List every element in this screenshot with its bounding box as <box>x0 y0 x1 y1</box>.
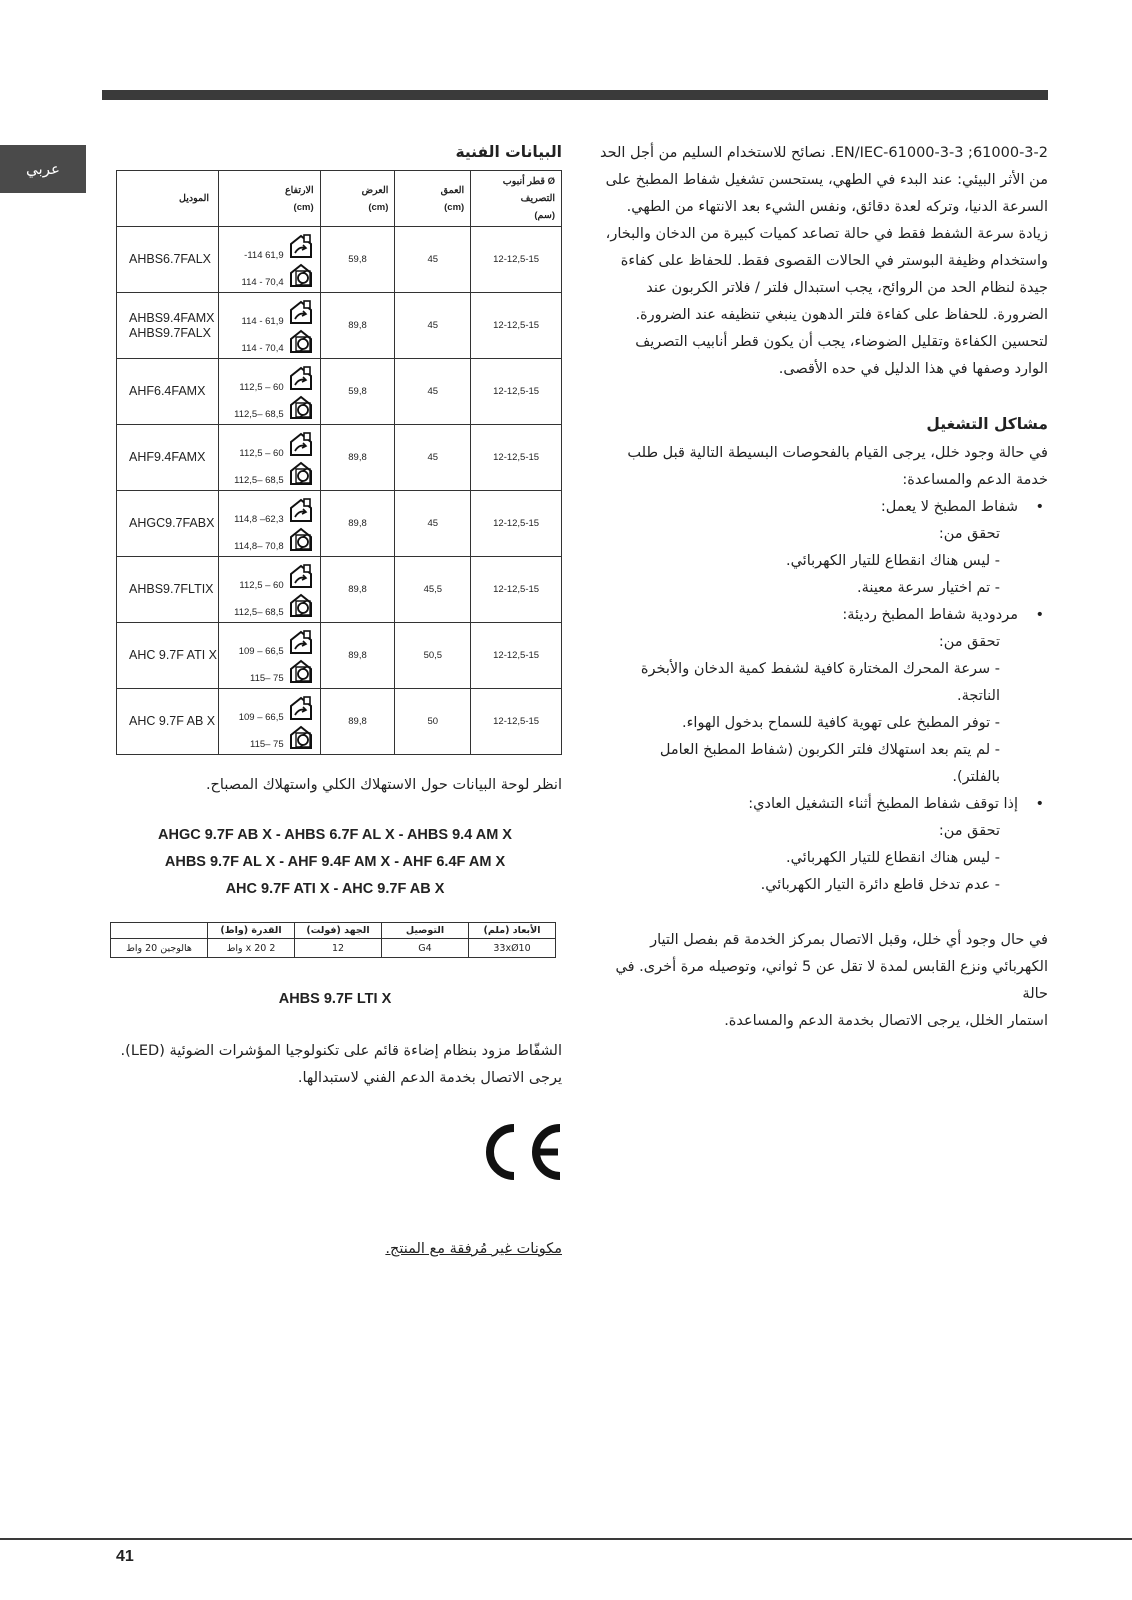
spec-row <box>117 689 562 755</box>
lamp-value: هالوجين 20 واط <box>111 939 208 958</box>
cell-width: 59,8 <box>320 359 395 425</box>
cell-model: AHBS9.4FAMX AHBS9.7FALX <box>117 293 219 359</box>
models-line: AHBS 9.7F AL X - AHF 9.4F AM X - AHF 6.4F AM X <box>164 854 506 870</box>
check-line: - لم يتم بعد استهلاك فلتر الكربون (شفاط المطبخ العامل <box>659 742 1000 758</box>
outro-line: في حال وجود أي خلل، وقبل الاتصال بمركز الخدمة قم بفصل التيار <box>650 932 1048 948</box>
height-filter: 112,5– 68,5 <box>234 607 284 618</box>
header-width: العرض (cm) <box>320 171 395 227</box>
intro-line: الوارد وصفها في هذا الدليل في حده الأقصى. <box>778 361 1048 377</box>
spec-table <box>116 170 562 755</box>
cell-height <box>218 623 320 689</box>
lamp-header: الجهد (فولت) <box>295 923 382 939</box>
troubleshoot-intro: في حالة وجود خلل، يرجى القيام بالفحوصات البسيطة التالية قبل طلب <box>627 445 1048 461</box>
troubleshoot-intro: خدمة الدعم والمساعدة: <box>902 472 1048 488</box>
lamp-header-row <box>111 923 556 939</box>
outro-line: استمار الخلل، يرجى الاتصال بخدمة الدعم والمساعدة. <box>724 1013 1048 1029</box>
spec-row <box>117 623 562 689</box>
usage-tips-section <box>596 140 1048 1035</box>
intro-line: واستخدام وظيفة البوستر في الحالات القصوى فقط. للحفاظ على كفاءة <box>620 253 1048 269</box>
extraction-mode-icon <box>288 497 314 523</box>
cell-duct: 12-12,5-15 <box>471 425 562 491</box>
cell-depth: 45 <box>395 491 471 557</box>
header-height: الارتفاع (cm) <box>218 171 320 227</box>
intro-line: السرعة الدنيا، وتركه لعدة دقائق، ونفس الشيء بعد الانتهاء من الطهي. <box>626 199 1048 215</box>
cell-width: 59,8 <box>320 227 395 293</box>
intro-line: لتحسين الكفاءة وتقليل الضوضاء، يجب أن يكون قطر أنابيب التصريف <box>635 334 1048 350</box>
intro-line: جيدة لنظام الحد من الروائح، يجب استبدال فلتر / فلاتر الكربون عند <box>646 280 1048 296</box>
height-extract: 109 – 66,5 <box>238 646 284 657</box>
filter-mode-icon <box>288 460 314 486</box>
header-duct: Ø قطر أنبوب التصريف (سم) <box>471 171 562 227</box>
lamp-value: G4 <box>382 939 469 958</box>
check-line: - توفر المطبخ على تهوية كافية للسماح بدخول الهواء. <box>681 715 1000 731</box>
height-extract: 109 – 66,5 <box>238 712 284 723</box>
cell-height <box>218 557 320 623</box>
cell-model: AHC 9.7F AB X <box>117 689 219 755</box>
filter-mode-icon <box>288 328 314 354</box>
extraction-mode-icon <box>288 629 314 655</box>
models-line: AHGC 9.7F AB X - AHBS 6.7F AL X - AHBS 9.4 AM X <box>158 827 512 843</box>
cell-width: 89,8 <box>320 689 395 755</box>
height-filter: 112,5– 68,5 <box>234 475 284 486</box>
filter-mode-icon <box>288 526 314 552</box>
cell-duct: 12-12,5-15 <box>471 227 562 293</box>
cell-width: 89,8 <box>320 491 395 557</box>
check-line: - ليس هناك انقطاع للتيار الكهربائي. <box>785 553 1000 569</box>
height-filter: 114 - 70,4 <box>241 277 284 288</box>
spec-title: البيانات الفنية <box>455 143 562 161</box>
intro-line: 61000-3-2; 61000-3-3-EN/IEC. نصائح للاستخدام السليم من أجل الحد <box>600 145 1048 161</box>
extraction-mode-icon <box>288 695 314 721</box>
lamp-value: 33xØ10 <box>469 939 556 958</box>
spec-row <box>117 557 562 623</box>
cell-width: 89,8 <box>320 425 395 491</box>
check-line: - تم اختيار سرعة معينة. <box>857 580 1000 596</box>
problem-bullet: • إذا توقف شفاط المطبخ أثناء التشغيل العادي: <box>596 791 1048 818</box>
filter-mode-icon <box>288 592 314 618</box>
check-label: تحقق من: <box>938 823 1000 839</box>
cell-height <box>218 425 320 491</box>
check-line: الناتجة. <box>956 688 1000 704</box>
cell-model: AHF9.4FAMX <box>117 425 219 491</box>
cell-model: AHC 9.7F ATI X <box>117 623 219 689</box>
cell-depth: 50 <box>395 689 471 755</box>
cell-width: 89,8 <box>320 557 395 623</box>
cell-width: 89,8 <box>320 293 395 359</box>
extraction-mode-icon <box>288 563 314 589</box>
height-extract: 112,5 – 60 <box>239 448 284 459</box>
cell-depth: 45 <box>395 359 471 425</box>
height-extract: 114 - 61,9 <box>241 316 284 327</box>
filter-mode-icon <box>288 658 314 684</box>
cell-duct: 12-12,5-15 <box>471 689 562 755</box>
cell-model: AHGC9.7FABX <box>117 491 219 557</box>
ce-mark-icon <box>484 1122 564 1182</box>
check-line: - سرعة المحرك المختارة كافية لشفط كمية الدخان والأبخرة <box>640 661 1000 677</box>
cell-height <box>218 227 320 293</box>
height-filter: 114,8– 70,8 <box>234 541 284 552</box>
cell-height <box>218 491 320 557</box>
led-model: AHBS 9.7F LTI X <box>278 991 392 1007</box>
led-text: يرجى الاتصال بخدمة الدعم الفني لاستبدالها. <box>297 1070 562 1086</box>
spec-header-row <box>117 171 562 227</box>
cell-model: AHBS9.7FLTIX <box>117 557 219 623</box>
filter-mode-icon <box>288 394 314 420</box>
intro-line: زيادة سرعة الشفط فقط في حالة تصاعد كميات كبيرة من الدخان والبخار، <box>605 226 1048 242</box>
height-filter: 115– 75 <box>249 673 284 684</box>
extraction-mode-icon <box>288 431 314 457</box>
lamp-table <box>110 922 556 958</box>
cell-duct: 12-12,5-15 <box>471 491 562 557</box>
spec-row <box>117 359 562 425</box>
cell-depth: 45 <box>395 227 471 293</box>
cell-depth: 45,5 <box>395 557 471 623</box>
intro-line: الضرورة. للحفاظ على كفاءة فلتر الدهون ينبغي تنظيفه عند الضرورة. <box>635 307 1048 323</box>
lamp-header: القدرة (واط) <box>208 923 295 939</box>
page-number: 41 <box>116 1548 134 1565</box>
extraction-mode-icon <box>288 299 314 325</box>
cell-height <box>218 689 320 755</box>
cell-width: 89,8 <box>320 623 395 689</box>
extraction-mode-icon <box>288 233 314 259</box>
header-model: الموديل <box>117 171 219 227</box>
cell-duct: 12-12,5-15 <box>471 293 562 359</box>
problem-bullet: • مردودية شفاط المطبخ رديئة: <box>596 602 1048 629</box>
spec-row <box>117 227 562 293</box>
height-filter: 114 - 70,4 <box>241 343 284 354</box>
intro-line: من الأثر البيئي: عند البدء في الطهي، يستحسن تشغيل شفاط المطبخ على <box>605 172 1048 188</box>
lamp-header: التوصيل <box>382 923 469 939</box>
check-label: تحقق من: <box>938 634 1000 650</box>
cell-duct: 12-12,5-15 <box>471 359 562 425</box>
language-tab: عربي <box>0 145 86 193</box>
lamp-header: الأبعاد (ملم) <box>469 923 556 939</box>
not-supplied-note: مكونات غير مُرفقة مع المنتج. <box>385 1241 562 1257</box>
spec-row <box>117 425 562 491</box>
lamp-value: 2 x 20 واط <box>208 939 295 958</box>
lamp-value-row <box>111 939 556 958</box>
led-text: الشفّاط مزود بنظام إضاءة قائم على تكنولوجيا المؤشرات الضوئية (LED). <box>120 1043 562 1059</box>
spec-row <box>117 491 562 557</box>
height-extract: -114 61,9 <box>244 250 284 261</box>
spec-row <box>117 293 562 359</box>
cell-depth: 45 <box>395 425 471 491</box>
extraction-mode-icon <box>288 365 314 391</box>
lamp-header <box>111 923 208 939</box>
check-line: - عدم تدخل قاطع دائرة التيار الكهربائي. <box>760 877 1000 893</box>
outro-line: الكهربائي ونزع القابس لمدة لا تقل عن 5 ثواني، وتوصيله مرة أخرى. في حالة <box>615 959 1048 1002</box>
cell-height <box>218 359 320 425</box>
bottom-rule <box>0 1538 1132 1540</box>
cell-depth: 50,5 <box>395 623 471 689</box>
check-line: بالفلتر). <box>952 769 1000 785</box>
cell-duct: 12-12,5-15 <box>471 557 562 623</box>
cell-height <box>218 293 320 359</box>
cell-depth: 45 <box>395 293 471 359</box>
lamp-value: 12 <box>295 939 382 958</box>
height-filter: 115– 75 <box>249 739 284 750</box>
cell-model: AHBS6.7FALX <box>117 227 219 293</box>
header-depth: العمق (cm) <box>395 171 471 227</box>
troubleshoot-title: مشاكل التشغيل <box>926 415 1048 433</box>
cell-model: AHF6.4FAMX <box>117 359 219 425</box>
models-line: AHC 9.7F ATI X - AHC 9.7F AB X <box>225 881 445 897</box>
top-rule <box>102 90 1048 100</box>
check-label: تحقق من: <box>938 526 1000 542</box>
filter-mode-icon <box>288 262 314 288</box>
height-extract: 112,5 – 60 <box>239 580 284 591</box>
check-line: - ليس هناك انقطاع للتيار الكهربائي. <box>785 850 1000 866</box>
problem-bullet: • شفاط المطبخ لا يعمل: <box>596 494 1048 521</box>
height-extract: 114,8 –62,3 <box>234 514 284 525</box>
cell-duct: 12-12,5-15 <box>471 623 562 689</box>
filter-mode-icon <box>288 724 314 750</box>
height-extract: 112,5 – 60 <box>239 382 284 393</box>
height-filter: 112,5– 68,5 <box>234 409 284 420</box>
see-plate-note: انظر لوحة البيانات حول الاستهلاك الكلي واستهلاك المصباح. <box>205 777 562 793</box>
